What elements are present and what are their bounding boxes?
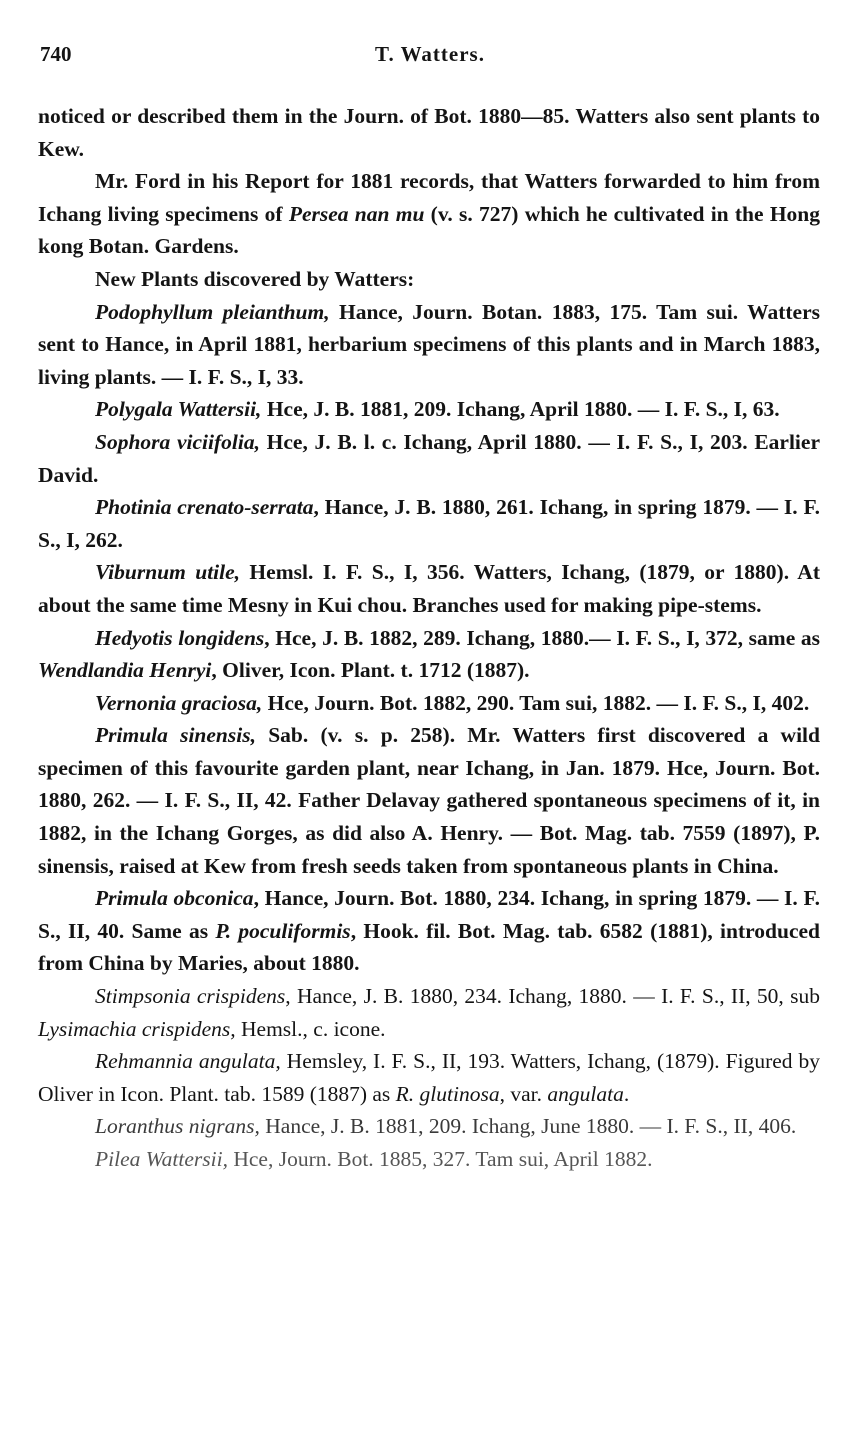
text-run: , Hook. fil. Bot. Mag. tab. 6582 (1881), introduced from China by Maries, about 1880. xyxy=(38,918,821,976)
taxon-name: Pilea Wattersii, xyxy=(95,1147,228,1171)
text-run: Hce, Journ. Bot. 1885, 327. Tam sui, April 1882. xyxy=(227,1147,653,1171)
text-run: , Hance, J. B. 1880, 234. Ichang, 1880. — I. F. S., II, 50, sub xyxy=(285,984,820,1009)
paragraph xyxy=(38,165,820,263)
running-head: T. Watters. xyxy=(375,42,485,66)
text-run: , Hce, J. B. 1882, 289. Ichang, 1880.— I. F. S., I, 372, same as xyxy=(264,625,820,650)
taxon-name: Persea nan mu xyxy=(288,201,425,226)
taxon-name: Hedyotis longidens xyxy=(95,625,265,650)
text-run: Hemsl., c. icone. xyxy=(235,1016,386,1041)
text-run: Hce, J. B. 1881, 209. Ichang, April 1880. — I. F. S., I, 63. xyxy=(261,397,780,422)
taxon-name: Wendlandia Henryi xyxy=(38,658,212,683)
text-run: New Plants discovered by Watters: xyxy=(95,266,415,291)
paragraph xyxy=(38,426,820,491)
taxon-name: Viburnum utile, xyxy=(95,560,241,585)
text-run: , Oliver, Icon. Plant. t. 1712 (1887). xyxy=(211,658,530,683)
text-run: Hce, J. B. l. c. Ichang, April 1880. — I. F. S., I, 203. Earlier David. xyxy=(38,429,820,487)
page-number: 740 xyxy=(40,42,72,66)
paragraph xyxy=(38,882,820,980)
taxon-name: Loranthus nigrans, xyxy=(95,1114,260,1139)
paragraph xyxy=(38,1143,820,1176)
paragraph xyxy=(38,491,820,556)
taxon-name: P. poculiformis xyxy=(215,918,351,943)
taxon-name: Primula obconica xyxy=(95,886,254,911)
paragraph xyxy=(38,719,820,882)
text-run: (v. s. 727) which he cultivated in the Hong kong Botan. Gardens. xyxy=(38,201,820,259)
taxon-name: Stimpsonia crispidens xyxy=(95,984,286,1009)
page-body xyxy=(38,100,820,1176)
taxon-name: R. glutinosa xyxy=(395,1081,500,1106)
text-run: Sab. (v. s. p. 258). Mr. Watters first discovered a wild specimen of this favourite garden plant, near Ichang, in Jan. 1879. Hce, Journ. Bot. 1880, 262. — I. F. S., II, 42. Father Delavay gathered spontaneous specimens of it, in 1882, in the Ichang Gorges, as did also A. Henry. — Bot. Mag. tab. 7559 (1897), P. sinensis, raised at Kew from fresh seeds taken from spontaneous plants in China. xyxy=(38,723,820,878)
text-run: . xyxy=(623,1081,630,1106)
paragraph xyxy=(38,263,820,296)
text-run: Hance, Journ. Botan. 1883, 175. Tam sui. Watters sent to Hance, in April 1881, herbarium specimens of this plants and in March 1883, living plants. — I. F. S., I, 33. xyxy=(38,299,820,389)
paragraph xyxy=(38,296,820,394)
taxon-name: Podophyllum pleianthum, xyxy=(95,299,330,324)
paragraph xyxy=(38,393,820,426)
text-run: Hance, J. B. 1881, 209. Ichang, June 1880. — I. F. S., II, 406. xyxy=(259,1114,797,1139)
taxon-name: Rehmannia angulata, xyxy=(95,1049,281,1074)
paragraph xyxy=(38,687,820,720)
paragraph xyxy=(38,622,820,687)
paragraph xyxy=(38,1110,820,1143)
taxon-name: Sophora viciifolia, xyxy=(95,429,260,454)
taxon-name: Photinia crenato-serrata xyxy=(95,495,314,520)
text-run: Hemsley, I. F. S., II, 193. Watters, Ichang, (1879). Figured by Oliver in Icon. Plant. tab. 1589 (1887) as xyxy=(38,1049,821,1106)
paragraph xyxy=(38,556,820,621)
text-run: noticed or described them in the Journ. of Bot. 1880—85. Watters also sent plants to Kew. xyxy=(38,104,820,161)
taxon-name: Primula sinensis, xyxy=(95,723,256,748)
text-run: , Hance, Journ. Bot. 1880, 234. Ichang, in spring 1879. — I. F. S., II, 40. Same as xyxy=(38,886,820,943)
paragraph xyxy=(38,1045,820,1110)
paragraph xyxy=(38,100,820,165)
text-run: , Hance, J. B. 1880, 261. Ichang, in spring 1879. — I. F. S., I, 262. xyxy=(38,495,820,552)
paragraph xyxy=(38,980,820,1045)
text-run: Mr. Ford in his Report for 1881 records, that Watters forwarded to him from Ichang living specimens of xyxy=(38,169,820,226)
text-run: , var. xyxy=(499,1081,548,1106)
taxon-name: Vernonia graciosa, xyxy=(95,690,263,715)
taxon-name: angulata xyxy=(547,1081,624,1106)
page-header xyxy=(40,42,820,76)
taxon-name: Lysimachia crispidens, xyxy=(38,1016,236,1041)
text-run: Hce, Journ. Bot. 1882, 290. Tam sui, 1882. — I. F. S., I, 402. xyxy=(262,690,810,715)
text-run: Hemsl. I. F. S., I, 356. Watters, Ichang, (1879, or 1880). At about the same time Mesny in Kui chou. Branches used for making pipe-stems. xyxy=(38,560,820,617)
taxon-name: Polygala Wattersii, xyxy=(95,397,262,422)
